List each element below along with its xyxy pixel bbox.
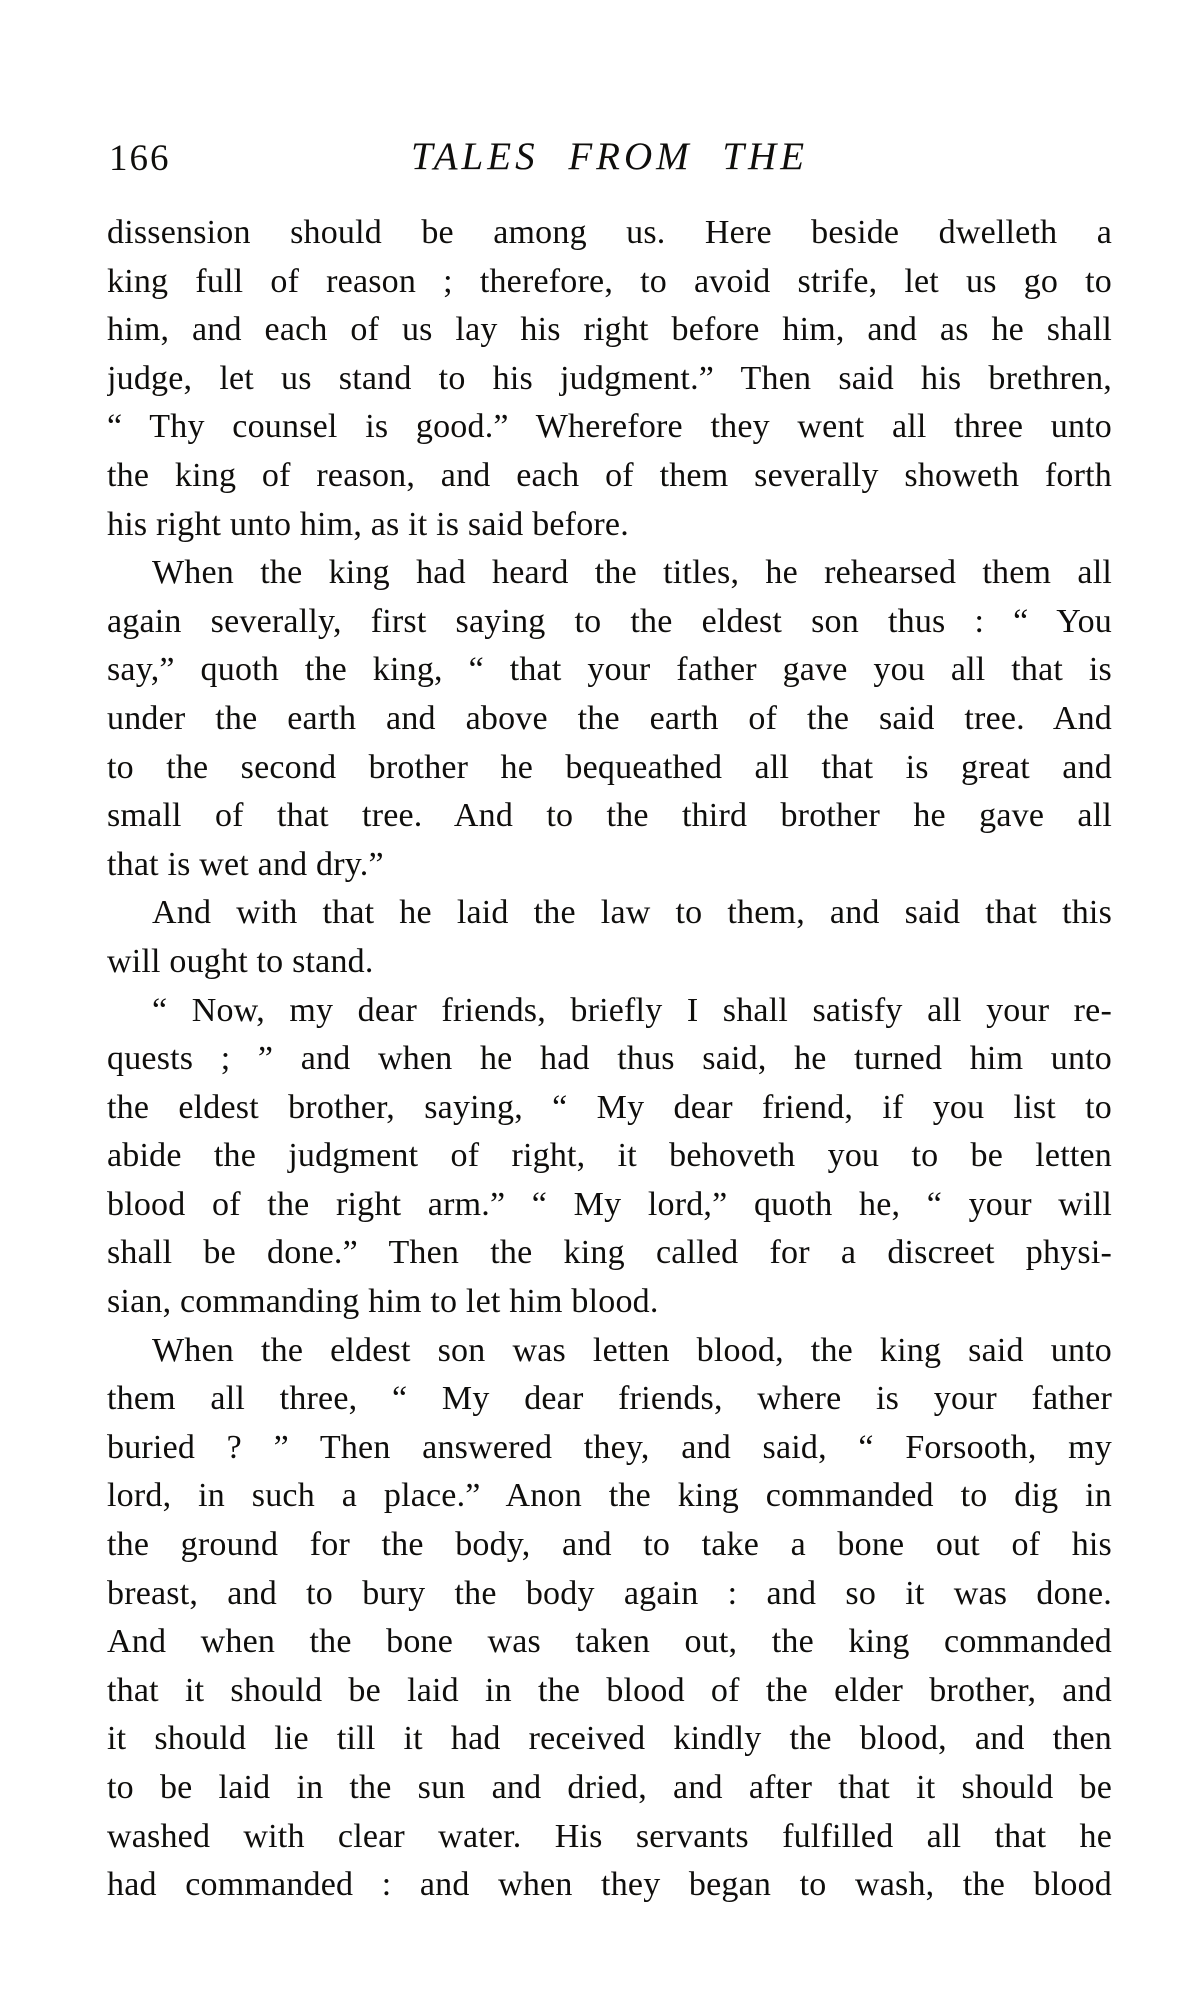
running-title: TALES FROM THE xyxy=(410,135,809,178)
text-line: buried ? ” Then answered they, and said, “ Forsooth, my xyxy=(107,1428,1112,1466)
text-line: king full of reason ; therefore, to avoid strife, let us go to xyxy=(107,262,1112,300)
text-line: them all three, “ My dear friends, where is your father xyxy=(107,1380,1112,1418)
text-line: under the earth and above the earth of the said tree. And xyxy=(107,699,1112,737)
text-line: shall be done.” Then the king called for a discreet physi- xyxy=(107,1234,1112,1272)
text-line: him, and each of us lay his right before him, and as he shall xyxy=(107,311,1112,349)
text-line: to be laid in the sun and dried, and after that it should be xyxy=(107,1769,1112,1806)
text-line: the ground for the body, and to take a bone out of his xyxy=(107,1526,1112,1564)
text-line: his right unto him, as it is said before. xyxy=(107,505,629,543)
text-line: quests ; ” and when he had thus said, he turned him unto xyxy=(107,1040,1112,1078)
text-line: that is wet and dry.” xyxy=(107,845,384,883)
text-line: again severally, first saying to the eldest son thus : “ You xyxy=(107,602,1112,640)
text-line: the king of reason, and each of them severally showeth forth xyxy=(107,456,1112,494)
text-line: judge, let us stand to his judgment.” Then said his brethren, xyxy=(107,359,1112,397)
text-line: And when the bone was taken out, the king commanded xyxy=(107,1623,1112,1661)
text-line: that it should be laid in the blood of the elder brother, and xyxy=(107,1671,1112,1709)
text-line: blood of the right arm.” “ My lord,” quoth he, “ your will xyxy=(107,1185,1112,1223)
text-line: will ought to stand. xyxy=(107,942,374,980)
text-line: When the king had heard the titles, he rehearsed them all xyxy=(152,554,1112,592)
text-line: lord, in such a place.” Anon the king commanded to dig in xyxy=(107,1477,1112,1515)
text-line: breast, and to bury the body again : and so it was done. xyxy=(107,1574,1112,1612)
text-line: the eldest brother, saying, “ My dear friend, if you list to xyxy=(107,1088,1112,1126)
text-line: had commanded : and when they began to wash, the blood xyxy=(107,1866,1112,1904)
text-line: abide the judgment of right, it behoveth you to be letten xyxy=(107,1137,1112,1175)
text-line: When the eldest son was letten blood, the king said unto xyxy=(152,1331,1112,1369)
text-line: “ Now, my dear friends, briefly I shall satisfy all your re- xyxy=(152,991,1112,1029)
text-line: it should lie till it had received kindly the blood, and then xyxy=(107,1720,1112,1758)
text-line: small of that tree. And to the third brother he gave all xyxy=(107,797,1112,835)
text-line: And with that he laid the law to them, and said that this xyxy=(152,894,1112,932)
text-line: to the second brother he bequeathed all that is great and xyxy=(107,748,1112,786)
page-header xyxy=(107,134,1112,180)
text-line: sian, commanding him to let him blood. xyxy=(107,1283,659,1321)
text-line: “ Thy counsel is good.” Wherefore they went all three unto xyxy=(107,408,1112,446)
page-number: 166 xyxy=(109,138,171,179)
text-line: washed with clear water. His servants fulfilled all that he xyxy=(107,1817,1112,1855)
text-line: say,” quoth the king, “ that your father gave you all that is xyxy=(107,651,1112,689)
text-block xyxy=(107,209,1112,1910)
text-line: dissension should be among us. Here beside dwelleth a xyxy=(107,214,1112,251)
